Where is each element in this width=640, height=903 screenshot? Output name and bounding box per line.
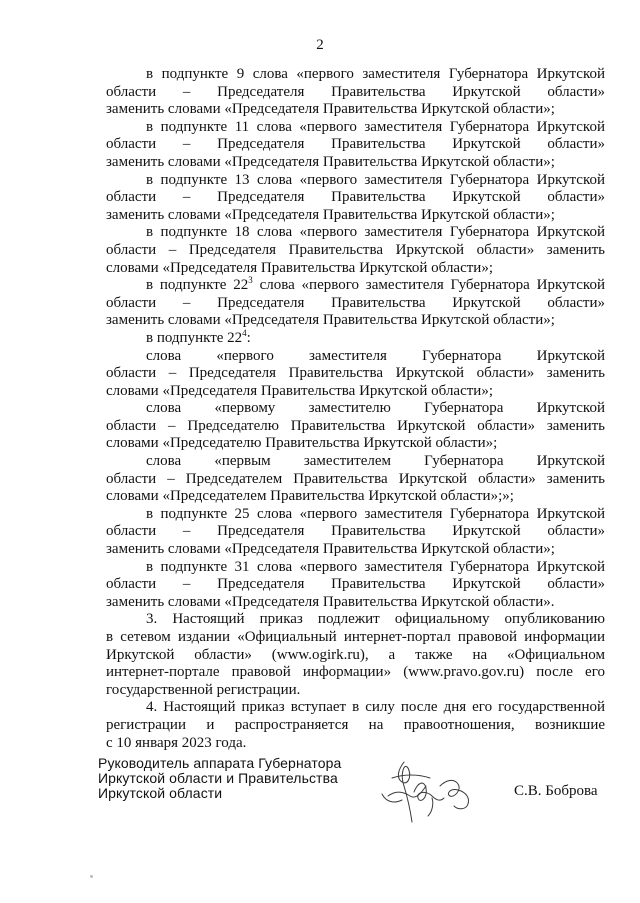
paragraph-words-pervogo [106, 348, 605, 401]
text-line: слова «первым заместителем Губернатора Иркутской [146, 453, 605, 470]
text-line [106, 327, 605, 348]
paragraph-subitem-11 [106, 119, 605, 172]
text-line: в сетевом издании «Официальный интернет-портал правовой информации [106, 629, 605, 645]
paragraph-subitem-22-4 [106, 327, 605, 348]
position-line: Иркутской области [98, 785, 223, 801]
paragraph-words-pervym [106, 453, 605, 506]
text-line: области – Председателя Правительства Иркутской области» заменить [106, 365, 605, 382]
text-line: заменить словами «Председателя Правительства Иркутской области»; [106, 312, 555, 329]
text-line: словами «Председателем Правительства Иркутской области»;»; [106, 488, 514, 505]
paragraph-item-4 [106, 699, 605, 752]
text-line: в подпункте 25 слова «первого заместителя Губернатора Иркутской [146, 505, 605, 522]
text-run: в подпункте 22 [146, 329, 243, 346]
superscript: 4 [242, 327, 247, 338]
text-line: области – Председателя Правительства Иркутской области» [106, 136, 605, 153]
text-line: слова «первому заместителю Губернатора Иркутской [146, 400, 605, 417]
text-run: в подпункте 22 [146, 277, 249, 294]
text-line: Иркутской области» (www.ogirk.ru), а также на «Официальном [106, 646, 605, 663]
paragraph-words-pervomu [106, 400, 605, 453]
text-line: в подпункте 13 слова «первого заместителя Губернатора Иркутской [146, 171, 605, 188]
superscript: 3 [248, 275, 253, 286]
text-line: 3. Настоящий приказ подлежит официальному опубликованию [146, 611, 605, 628]
scan-speck [90, 875, 93, 878]
text-line: заменить словами «Председателя Правительства Иркутской области»; [106, 206, 555, 223]
text-line: области – Председателя Правительства Иркутской области» [106, 294, 605, 311]
text-line: словами «Председателя Правительства Иркутской области»; [106, 259, 493, 276]
text-run: слова «первого заместителя Губернатора Иркутской [252, 277, 605, 294]
text-line: с 10 января 2023 года. [106, 734, 247, 751]
text-line: области – Председателем Правительства Иркутской области» заменить [106, 470, 605, 487]
text-line: интернет-портале правовой информации» (www.pravo.gov.ru) после его [106, 664, 605, 681]
text-line: области – Председателю Правительства Иркутской области» заменить [106, 417, 605, 434]
text-line: словами «Председателя Правительства Иркутской области»; [106, 382, 493, 399]
text-run: : [246, 329, 251, 346]
text-line: в подпункте 9 слова «первого заместителя Губернатора Иркутской [146, 66, 605, 82]
text-line: заменить словами «Председателя Правительства Иркутской области»; [106, 541, 555, 558]
text-line: в подпункте 11 слова «первого заместителя Губернатора Иркутской [146, 118, 605, 135]
text-line: в подпункте 18 слова «первого заместителя Губернатора Иркутской [146, 224, 605, 241]
position-line: Иркутской области и Правительства [98, 770, 338, 786]
paragraph-subitem-9 [106, 66, 605, 119]
text-line: области – Председателя Правительства Иркутской области» [106, 576, 605, 593]
text-line: 4. Настоящий приказ вступает в силу после дня его государственной [146, 699, 605, 716]
document-body [106, 66, 605, 752]
text-line: регистрации и распространяется на правоотношения, возникшие [106, 716, 605, 733]
text-line: области – Председателя Правительства Иркутской области» [106, 523, 605, 540]
text-line: области – Председателя Правительства Иркутской области» заменить [106, 241, 605, 258]
paragraph-item-3 [106, 611, 605, 699]
signatory-name: С.В. Боброва [514, 783, 598, 799]
text-line [106, 277, 605, 295]
paragraph-subitem-13 [106, 172, 605, 225]
text-line: заменить словами «Председателя Правительства Иркутской области»; [106, 101, 555, 118]
text-line: области – Председателя Правительства Иркутской области» [106, 189, 605, 206]
text-line: заменить словами «Председателя Правительства Иркутской области». [106, 593, 555, 610]
page-number: 2 [316, 37, 324, 53]
paragraph-subitem-25 [106, 506, 605, 559]
text-line: области – Председателя Правительства Иркутской области» [106, 83, 605, 100]
signatory-position [98, 756, 358, 801]
paragraph-subitem-31 [106, 559, 605, 612]
text-line: заменить словами «Председателя Правительства Иркутской области»; [106, 153, 555, 170]
position-line: Руководитель аппарата Губернатора [98, 755, 342, 771]
handwritten-signature [374, 752, 494, 834]
text-line: государственной регистрации. [106, 681, 301, 698]
text-line: словами «Председателю Правительства Иркутской области»; [106, 435, 498, 452]
text-line: слова «первого заместителя Губернатора Иркутской [146, 347, 605, 364]
paragraph-subitem-18 [106, 224, 605, 277]
text-line: в подпункте 31 слова «первого заместителя Губернатора Иркутской [146, 558, 605, 575]
paragraph-subitem-22-3 [106, 277, 605, 330]
